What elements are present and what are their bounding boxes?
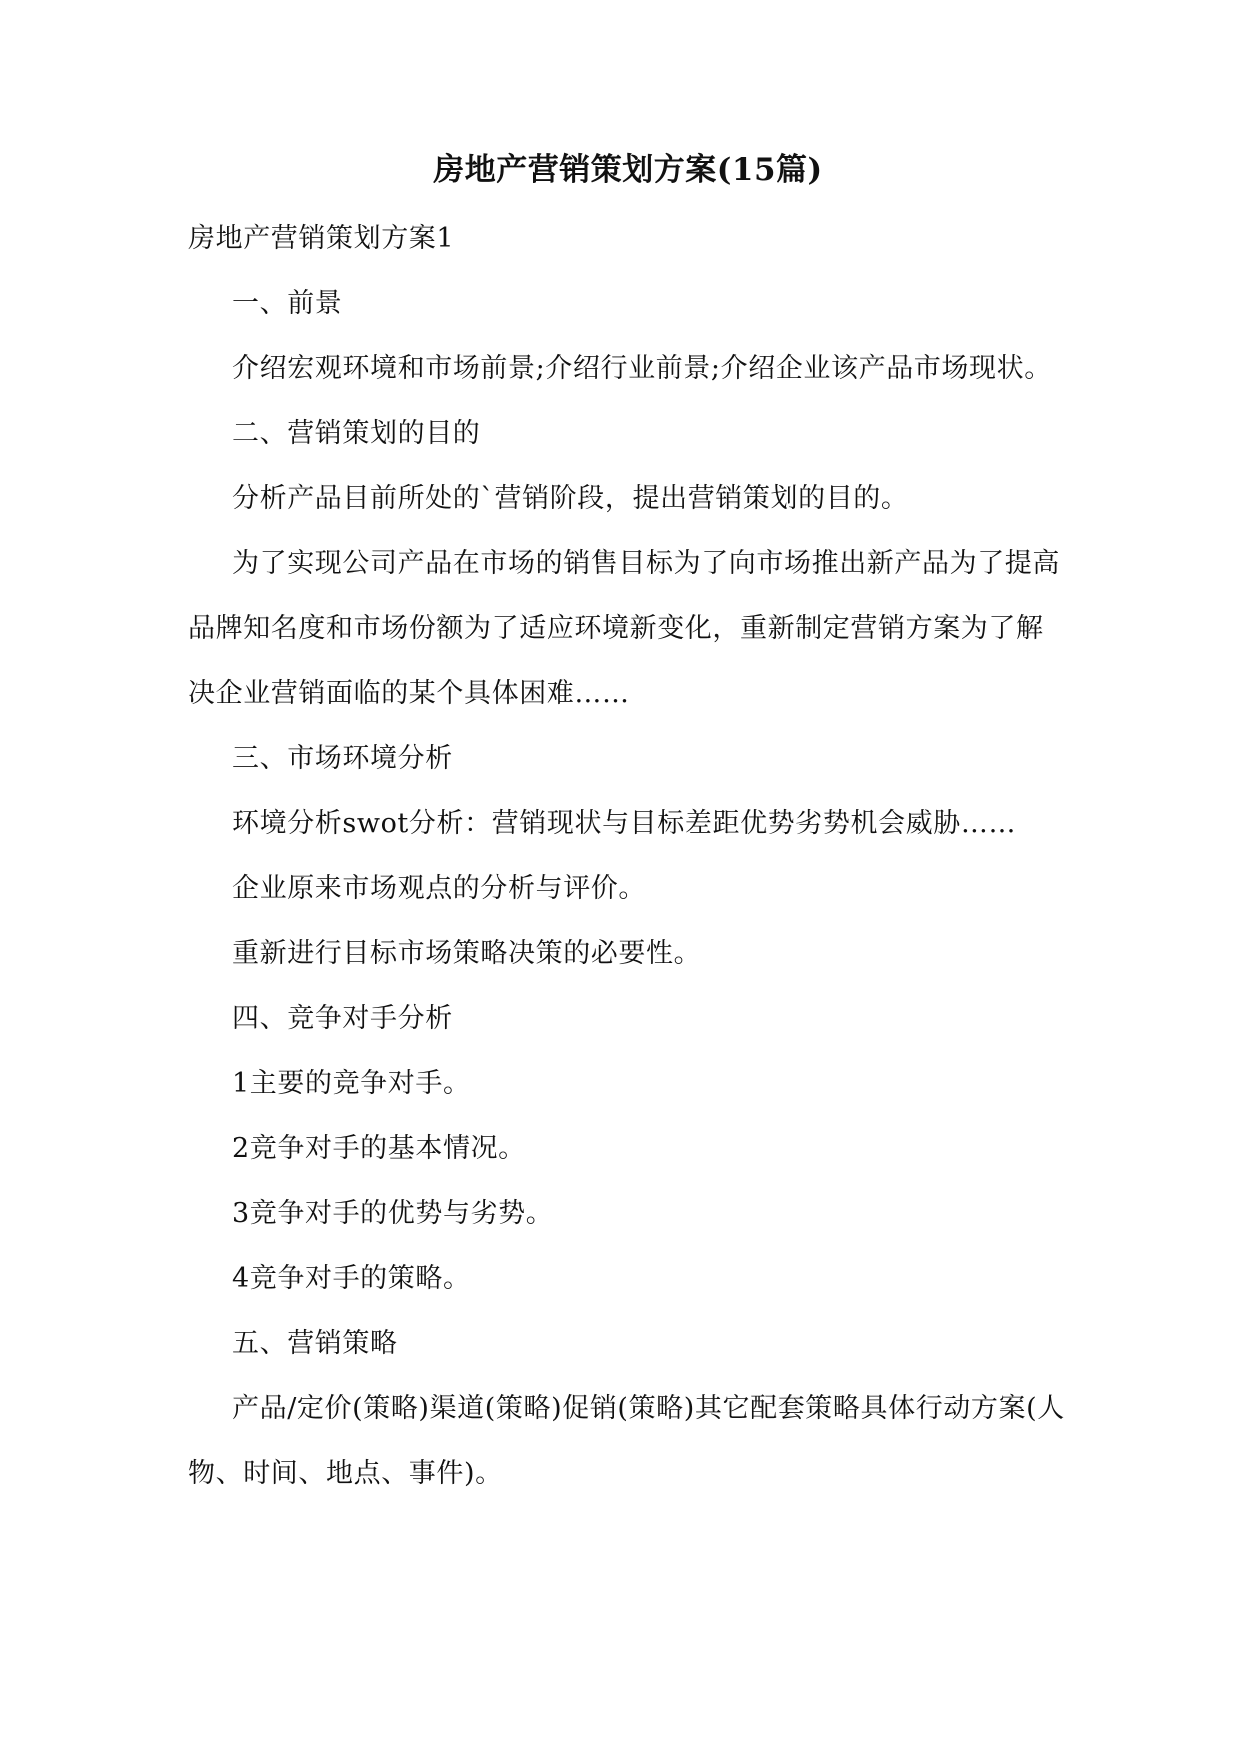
paragraph-evaluation: 企业原来市场观点的分析与评价。 [232,873,646,904]
heading-market-analysis: 三、市场环境分析 [232,743,453,774]
paragraph-foreground: 介绍宏观环境和市场前景;介绍行业前景;介绍企业该产品市场现状。 [232,353,1052,384]
paragraph-swot: 环境分析swot分析：营销现状与目标差距优势劣势机会威胁…… [232,808,1017,839]
heading-purpose: 二、营销策划的目的 [232,418,481,449]
document-title: 房地产营销策划方案(15篇) [433,152,823,188]
paragraph-purpose-2: 为了实现公司产品在市场的销售目标为了向市场推出新产品为了提高品牌知名度和市场份额为了适应环境新变化，重新制定营销方案为了解决企业营销面临的某个具体困难…… [188,548,1060,709]
heading-marketing-strategy: 五、营销策略 [232,1328,398,1359]
paragraph-strategy: 产品/定价(策略)渠道(策略)促销(策略)其它配套策略具体行动方案(人物、时间、地点、事件)。 [188,1393,1065,1489]
list-item: 1主要的竞争对手。 [232,1068,471,1099]
document-page [188,150,1068,1506]
list-item: 3竞争对手的优势与劣势。 [232,1198,554,1229]
paragraph-necessity: 重新进行目标市场策略决策的必要性。 [232,938,702,969]
heading-foreground: 一、前景 [232,288,343,319]
list-item: 2竞争对手的基本情况。 [232,1133,526,1164]
heading-competitor-analysis: 四、竞争对手分析 [232,1003,453,1034]
paragraph-purpose-1: 分析产品目前所处的`营销阶段，提出营销策划的目的。 [232,483,909,514]
section-heading-1: 房地产营销策划方案1 [188,223,455,254]
list-item: 4竞争对手的策略。 [232,1263,471,1294]
